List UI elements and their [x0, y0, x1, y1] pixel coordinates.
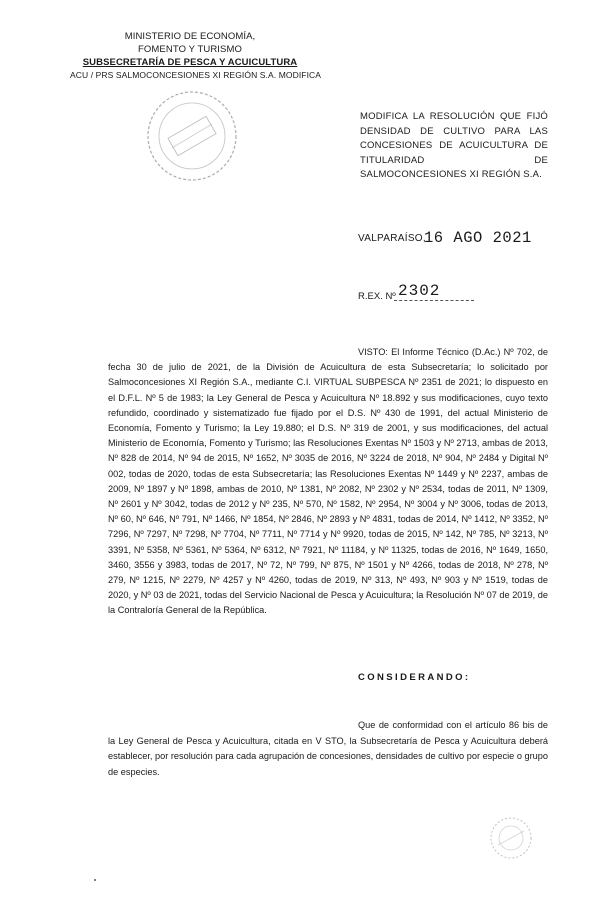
resolution-title: MODIFICA LA RESOLUCIÓN QUE FIJÓ DENSIDAD DE CULTIVO PARA LAS CONCESIONES DE ACUICULTURA DE TITULARIDAD DE SALMOCONCESIONES XI REGIÓN S.A. — [360, 111, 548, 180]
ministry-name: MINISTERIO DE ECONOMÍA, — [124, 31, 256, 42]
resolution-number-line — [394, 300, 474, 301]
page-mark — [94, 879, 96, 881]
ministry-subtitle: FOMENTO Y TURISMO — [138, 44, 242, 55]
resolution-number-label: R.EX. Nº — [358, 291, 396, 302]
letterhead — [70, 30, 322, 82]
considerando-heading: CONSIDERANDO: — [358, 672, 471, 683]
resolution-number: 2302 — [398, 282, 441, 300]
considerando-section — [108, 718, 548, 780]
page-stamp — [488, 815, 534, 861]
resolution-date: 16 AGO 2021 — [424, 229, 532, 247]
subsecretaria-name: SUBSECRETARÍA DE PESCA Y ACUICULTURA — [82, 57, 298, 68]
visto-paragraph: VISTO: El Informe Técnico (D.Ac.) Nº 702, de fecha 30 de julio de 2021, de la División de Acuicultura de esta Subsecretaría; lo solicitado por Salmoconcesiones XI Región S.A., mediante C.I. VIRTUAL SUBPESCA Nº 2351 de 2021; lo dispuesto en el D.F.L. Nº 5 de 1983; la Ley General de Pesca y Acuicultura Nº 18.892 y sus modificaciones, cuyo texto refundido, coordinado y sistematizado fue fijado por el D.S. Nº 430 de 1991, del actual Ministerio de Economía, Fomento y Turismo; la Ley 19.880; el D.S. Nº 319 de 2001, y sus modificaciones, del actual Ministerio de Economía, Fomento y Turismo; las Resoluciones Exentas Nº 1503 y Nº 2713, ambas de 2013, Nº 828 de 2014, Nº 94 de 2015, Nº 1652, Nº 3035 de 2016, Nº 3224 de 2018, Nº 904, Nº 2484 y Digital Nº 002, todas de 2020, todas de esta Subsecretaría; las Resoluciones Exentas Nº 1449 y Nº 2237, ambas de 2009, Nº 1897 y Nº 1898, ambas de 2010, Nº 1381, Nº 2082, Nº 2302 y Nº 2534, todas de 2011, Nº 1309, Nº 2601 y Nº 3042, todas de 2012 y Nº 235, Nº 570, Nº 1582, Nº 2954, Nº 3004 y Nº 3006, todas de 2013, Nº 60, Nº 646, Nº 791, Nº 1466, Nº 1854, Nº 2846, Nº 2893 y Nº 4831, todas de 2014, Nº 1412, Nº 3352, Nº 7296, Nº 7297, Nº 7298, Nº 7704, Nº 7711, Nº 7714 y Nº 9920, todas de 2015, Nº 142, Nº 785, Nº 3213, Nº 3391, Nº 5358, Nº 5361, Nº 5364, Nº 6312, Nº 7921, Nº 11184, y Nº 11325, todas de 2016, Nº 1649, 1650, 3460, 3556 y 3983, todas de 2017, Nº 72, Nº 799, Nº 875, Nº 1501 y Nº 4266, todas de 2018, Nº 278, Nº 279, Nº 1215, Nº 2279, Nº 4257 y Nº 4260, todas de 2019, Nº 313, Nº 493, Nº 903 y Nº 1519, todas de 2020, y Nº 03 de 2021, todas del Servicio Nacional de Pesca y Acuicultura; la Resolución Nº 07 de 2019, de la Contraloría General de la República. — [108, 347, 548, 616]
considerando-paragraph-1: Que de conformidad con el artículo 86 bis de la Ley General de Pesca y Acuicultura, citada en V STO, la Subsecretaría de Pesca y Acuicultura deberá establecer, por resolución para cada agrupación de concesiones, densidades de cultivo por especie o grupo de especies. — [108, 720, 548, 777]
document-reference: ACU / PRS SALMOCONCESIONES XI REGIÓN S.A. MODIFICA — [70, 70, 322, 80]
official-seal-stamp — [142, 86, 242, 186]
place-label: VALPARAÍSO, — [358, 233, 426, 244]
visto-section — [108, 345, 548, 619]
